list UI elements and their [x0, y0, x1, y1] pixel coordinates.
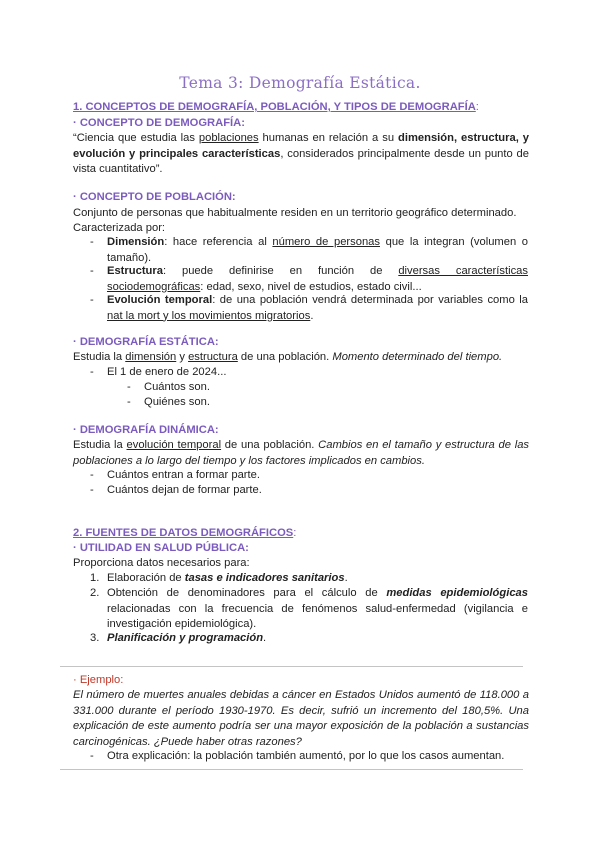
- dinamica-item-text: Cuántos entran a formar parte.: [107, 469, 260, 481]
- i2c: relacionadas con la frecuencia de fenómenos salud-enfermedad (vigilancia e investigación epidemiológica).: [107, 602, 528, 630]
- sub-item-text: Quiénes son.: [144, 396, 210, 408]
- demografia-estatica-heading: · DEMOGRAFÍA ESTÁTICA:: [73, 336, 219, 348]
- section-1-title: 1. CONCEPTOS DE DEMOGRAFÍA, POBLACIÓN, Y TIPOS DE DEMOGRAFÍA: [73, 101, 476, 113]
- concepto-demografia-text: [73, 131, 529, 178]
- i1a: Elaboración de: [107, 572, 185, 584]
- item-b: que la integran (volumen o tamaño).: [107, 236, 528, 264]
- dinamica-t2: de una población.: [221, 439, 319, 451]
- i1c: .: [344, 572, 348, 584]
- demografia-t5: , considerados principalmente desde un punto de vista cuantitativo”.: [73, 147, 529, 175]
- poblacion-item-dimension: [90, 235, 528, 266]
- estatica-t3: de una población.: [237, 351, 333, 363]
- item-number: 1.: [90, 572, 100, 584]
- divider-bottom: [60, 769, 523, 770]
- estatica-sub-item: [127, 395, 583, 411]
- sub-item-text: Cuántos son.: [144, 381, 210, 393]
- divider-top: [60, 666, 523, 667]
- item-u: nat la mort y los movimientos migratorios: [107, 309, 311, 322]
- utilidad-intro: Proporciona datos necesarios para:: [73, 557, 250, 569]
- item-a: : puede definirise en función de: [162, 265, 399, 277]
- estatica-item-text: El 1 de enero de 2024...: [107, 366, 227, 378]
- poblacion-intro: Caracterizada por:: [73, 222, 166, 234]
- item-term: Evolución temporal: [107, 294, 213, 306]
- bullet-dash: -: [90, 366, 94, 378]
- page-title: Tema 3: Demografía Estática.: [179, 74, 421, 92]
- section-1-colon: :: [475, 101, 479, 113]
- item-b: .: [310, 309, 314, 322]
- demografia-t2: poblaciones: [198, 132, 259, 144]
- section-1-heading: [73, 100, 529, 116]
- item-text: [107, 293, 528, 324]
- item-b: : edad, sexo, nivel de estudios, estado civil...: [200, 280, 422, 293]
- bullet-dash: -: [90, 236, 94, 248]
- item-text: [107, 586, 528, 633]
- dinamica-item-text: Cuántos dejan de formar parte.: [107, 484, 262, 496]
- poblacion-item-estructura: [90, 264, 528, 295]
- dinamica-text: [73, 438, 529, 469]
- utilidad-heading: · UTILIDAD EN SALUD PÚBLICA:: [73, 542, 249, 554]
- estatica-italic: Momento determinado del tiempo.: [332, 351, 503, 363]
- bullet-dash: -: [90, 294, 94, 306]
- dinamica-u1: evolución temporal: [126, 439, 222, 451]
- demografia-t4: dimensión, estructura, y evolución y principales características: [73, 132, 529, 160]
- demografia-dinamica-heading: · DEMOGRAFÍA DINÁMICA:: [73, 424, 219, 436]
- bullet-dash: -: [127, 381, 131, 393]
- item-number: 2.: [90, 587, 100, 599]
- item-a: : hace referencia al: [164, 236, 273, 248]
- demografia-t1: “Ciencia que estudia las: [73, 132, 199, 144]
- dinamica-t1: Estudia la: [73, 439, 127, 451]
- utilidad-item-2: [90, 586, 528, 633]
- estatica-u2: estructura: [188, 351, 238, 363]
- bullet-dash: -: [90, 750, 94, 762]
- ejemplo-text: El número de muertes anuales debidas a cáncer en Estados Unidos aumentó de 118.000 a 331.000 durante el período 1930-1970. Es decir, sufrió un incremento del 180,5%. Una explicación de este aumento podría ser una mayor exposición de la población a sustancias carcinogénicas. ¿Puede haber otras razones?: [73, 689, 529, 748]
- bullet-dash: -: [90, 265, 94, 277]
- item-number: 3.: [90, 632, 100, 644]
- bullet-dash: -: [90, 469, 94, 481]
- i3a: Planificación y programación: [107, 632, 264, 644]
- item-text: [107, 571, 528, 587]
- utilidad-item-1: [90, 571, 528, 587]
- item-term: Dimensión: [107, 236, 165, 248]
- i2a: Obtención de denominadores para el cálculo de: [107, 587, 387, 599]
- item-u: número de personas: [272, 236, 380, 248]
- i2b: medidas epidemiológicas: [386, 587, 528, 599]
- estatica-text: [73, 350, 529, 366]
- ejemplo-item: [90, 749, 528, 765]
- poblacion-item-evolucion: [90, 293, 528, 324]
- estatica-t2: y: [176, 351, 189, 363]
- item-a: : de una población vendrá determinada por variables como la: [212, 294, 528, 306]
- section-2-title: 2. FUENTES DE DATOS DEMOGRÁFICOS: [73, 527, 294, 539]
- concepto-demografia-heading: · CONCEPTO DE DEMOGRAFÍA:: [73, 117, 245, 129]
- dinamica-item: [90, 483, 546, 499]
- item-term: Estructura: [107, 265, 163, 277]
- concepto-poblacion-heading: · CONCEPTO DE POBLACIÓN:: [73, 191, 236, 203]
- item-text: [107, 264, 528, 295]
- section-2-heading: [73, 526, 529, 542]
- estatica-item: [90, 365, 546, 381]
- utilidad-item-3: [90, 631, 528, 647]
- dinamica-item: [90, 468, 546, 484]
- bullet-dash: -: [127, 396, 131, 408]
- item-text: [107, 631, 528, 647]
- bullet-dash: -: [90, 484, 94, 496]
- estatica-u1: dimensión: [125, 351, 177, 363]
- item-u: diversas características sociodemográficas: [107, 265, 528, 293]
- item-text: [107, 235, 528, 266]
- i3b: .: [263, 632, 267, 644]
- demografia-t3: humanas en relación a su: [258, 132, 398, 144]
- section-2-colon: :: [293, 527, 297, 539]
- poblacion-definition: Conjunto de personas que habitualmente residen en un territorio geográfico determinado.: [73, 207, 517, 219]
- ejemplo-item-text: Otra explicación: la población también aumentó, por lo que los casos aumentan.: [107, 750, 505, 762]
- i1b: tasas e indicadores sanitarios: [184, 572, 345, 584]
- dinamica-italic: Cambios en el tamaño y estructura de las poblaciones a lo largo del tiempo y los factores implicados en cambios.: [73, 439, 530, 467]
- estatica-sub-item: [127, 380, 583, 396]
- ejemplo-label: · Ejemplo:: [73, 674, 124, 686]
- estatica-t1: Estudia la: [73, 351, 126, 363]
